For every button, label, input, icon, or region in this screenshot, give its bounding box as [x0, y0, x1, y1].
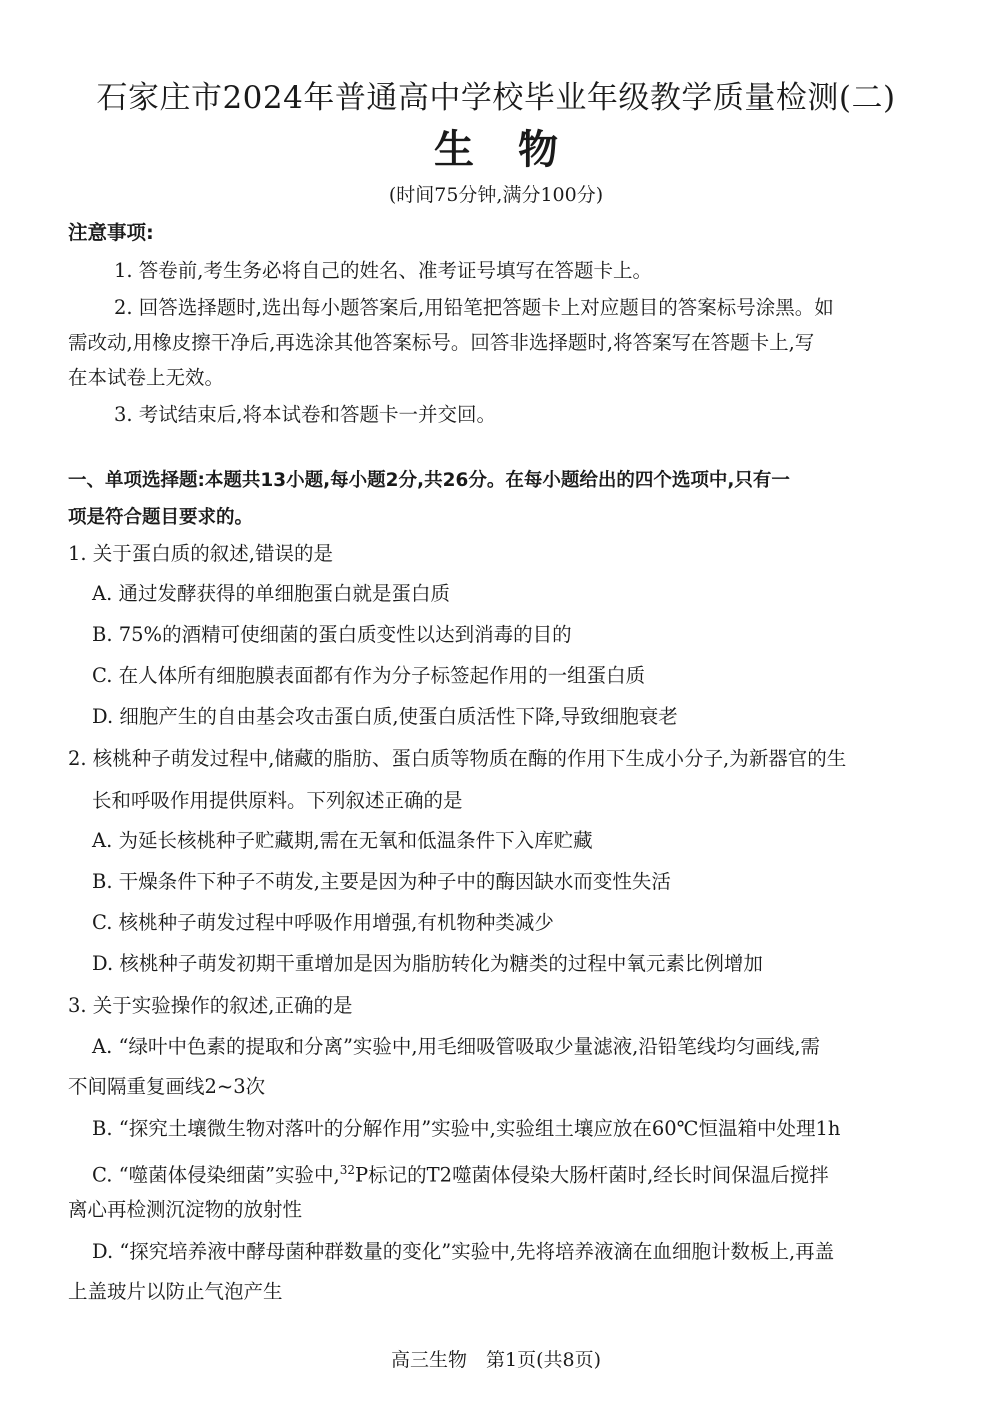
question-2-stem-line-2: 长和呼吸作用提供原料。下列叙述正确的是 — [92, 789, 463, 812]
question-2-option-b: B. 干燥条件下种子不萌发,主要是因为种子中的酶因缺水而变性失活 — [92, 870, 671, 893]
question-3-option-c-line-2: 离心再检测沉淀物的放射性 — [68, 1198, 303, 1221]
question-3-option-c-line-1 — [92, 1155, 829, 1191]
notice-item-2-line-3: 在本试卷上无效。 — [68, 366, 225, 389]
question-3-stem: 3. 关于实验操作的叙述,正确的是 — [68, 994, 353, 1017]
option-c-prefix: C. “噬菌体侵染细菌”实验中, — [92, 1163, 340, 1187]
question-3-option-d-line-1: D. “探究培养液中酵母菌种群数量的变化”实验中,先将培养液滴在血细胞计数板上,再盖 — [92, 1240, 835, 1263]
section-heading-line-2: 项是符合题目要求的。 — [68, 507, 254, 528]
option-c-suffix: P标记的T2噬菌体侵染大肠杆菌时,经长时间保温后搅拌 — [355, 1163, 829, 1187]
question-1-option-a: A. 通过发酵获得的单细胞蛋白就是蛋白质 — [92, 582, 450, 605]
time-note: (时间75分钟,满分100分) — [388, 184, 604, 206]
question-1-option-c: C. 在人体所有细胞膜表面都有作为分子标签起作用的一组蛋白质 — [92, 664, 646, 687]
question-2-option-d: D. 核桃种子萌发初期干重增加是因为脂肪转化为糖类的过程中氧元素比例增加 — [92, 952, 763, 975]
exam-title: 石家庄市2024年普通高中学校毕业年级教学质量检测(二) — [96, 80, 896, 116]
notice-item-2-line-2: 需改动,用橡皮擦干净后,再选涂其他答案标号。回答非选择题时,将答案写在答题卡上,写 — [68, 331, 815, 354]
notice-item-3: 3. 考试结束后,将本试卷和答题卡一并交回。 — [114, 403, 497, 426]
question-2-option-a: A. 为延长核桃种子贮藏期,需在无氧和低温条件下入库贮藏 — [92, 829, 593, 852]
question-1-stem: 1. 关于蛋白质的叙述,错误的是 — [68, 542, 334, 565]
question-3-option-b: B. “探究土壤微生物对落叶的分解作用”实验中,实验组土壤应放在60℃恒温箱中处理1h — [92, 1117, 841, 1140]
question-3-option-d-line-2: 上盖玻片以防止气泡产生 — [68, 1280, 283, 1303]
question-3-option-a-line-2: 不间隔重复画线2~3次 — [68, 1075, 266, 1098]
question-3-option-a-line-1: A. “绿叶中色素的提取和分离”实验中,用毛细吸管吸取少量滤液,沿铅笔线均匀画线,需 — [92, 1035, 821, 1058]
subject-title: 生物 — [434, 126, 602, 173]
isotope-superscript: 32 — [339, 1163, 356, 1177]
section-heading-line-1: 一、单项选择题:本题共13小题,每小题2分,共26分。在每小题给出的四个选项中,只有一 — [68, 470, 790, 491]
notice-item-1: 1. 答卷前,考生务必将自己的姓名、准考证号填写在答题卡上。 — [114, 259, 653, 282]
question-2-option-c: C. 核桃种子萌发过程中呼吸作用增强,有机物种类减少 — [92, 911, 554, 934]
page-footer: 高三生物 第1页(共8页) — [390, 1349, 601, 1371]
question-1-option-b: B. 75%的酒精可使细菌的蛋白质变性以达到消毒的目的 — [92, 623, 572, 646]
question-1-option-d: D. 细胞产生的自由基会攻击蛋白质,使蛋白质活性下降,导致细胞衰老 — [92, 705, 678, 728]
notice-heading: 注意事项: — [68, 221, 154, 244]
question-2-stem-line-1: 2. 核桃种子萌发过程中,储藏的脂肪、蛋白质等物质在酶的作用下生成小分子,为新器官的生 — [68, 747, 847, 770]
notice-item-2-line-1: 2. 回答选择题时,选出每小题答案后,用铅笔把答题卡上对应题目的答案标号涂黑。如 — [114, 296, 834, 319]
